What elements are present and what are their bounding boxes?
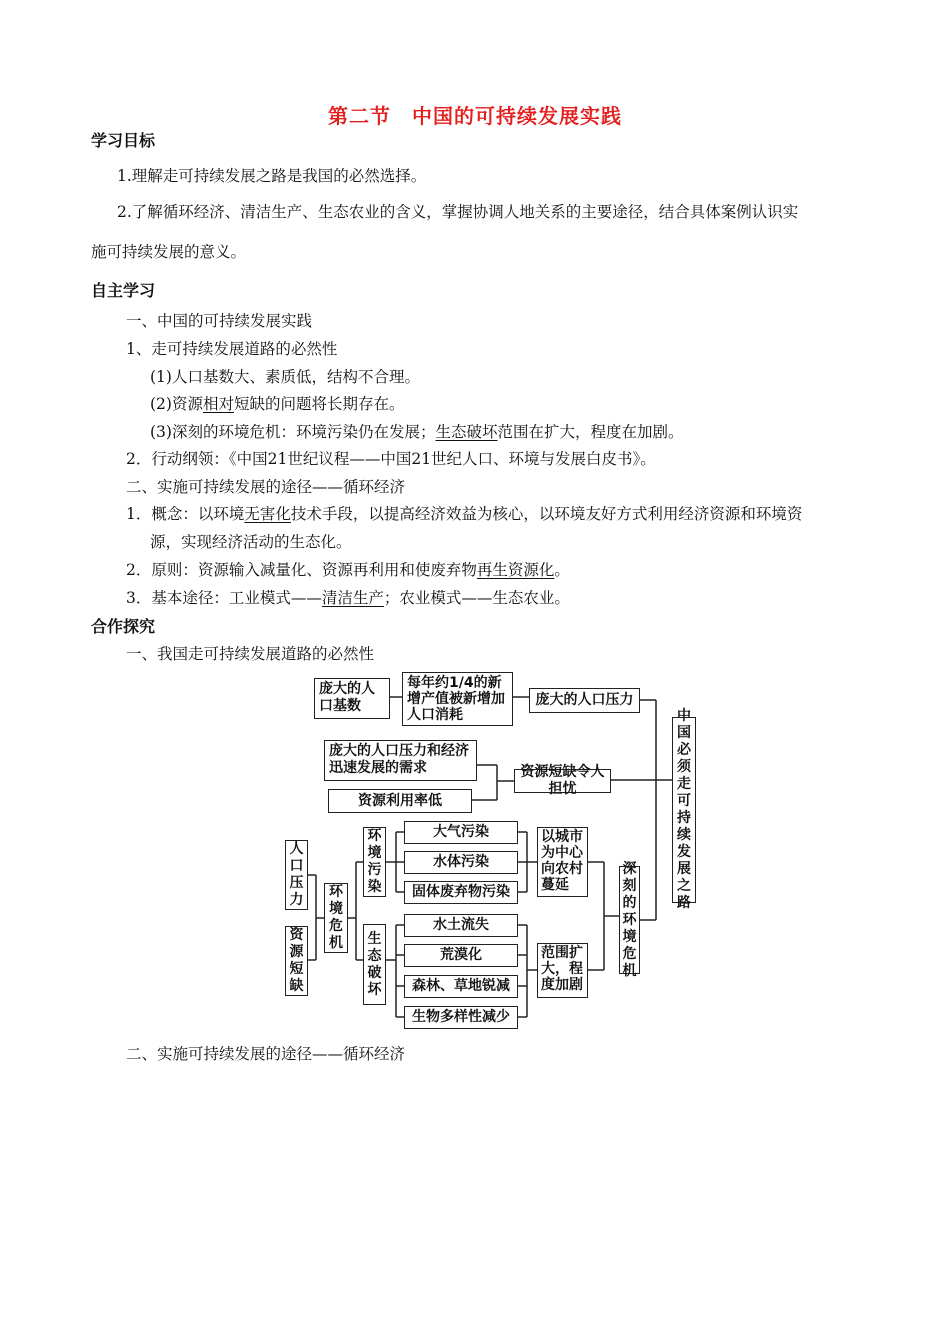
- coop-section-1: 一、我国走可持续发展道路的必然性: [126, 645, 375, 663]
- section-1-2: 2．行动纲领：《中国21世纪议程——中国21世纪人口、环境与发展白皮书》。: [126, 450, 656, 468]
- box-eco-damage: 生态破坏: [363, 924, 386, 1005]
- goal-item-1: 1.理解走可持续发展之路是我国的必然选择。: [117, 167, 427, 185]
- box-soil-erosion: 水土流失: [404, 914, 518, 937]
- box-desertification: 荒漠化: [404, 944, 518, 967]
- coop-heading: 合作探究: [91, 617, 156, 636]
- box-water-pollution: 水体污染: [404, 851, 518, 874]
- box-air-pollution: 大气污染: [404, 821, 518, 844]
- point-2: (2)资源相对短缺的问题将长期存在。: [150, 395, 405, 413]
- box-forest-loss: 森林、草地锐减: [404, 975, 518, 998]
- box-expanding-scope: 范围扩大，程度加剧: [537, 943, 588, 998]
- box-conclusion: 中国必须走可持续发展之路: [672, 717, 696, 903]
- goal-item-2: 2.了解循环经济、清洁生产、生态农业的含义，掌握协调人地关系的主要途径，结合具体案例认识实: [117, 203, 799, 221]
- box-left-pop-pressure: 人口压力: [285, 840, 308, 910]
- box-env-crisis: 环境危机: [324, 883, 348, 953]
- box-pressure-demand: 庞大的人口压力和经济迅速发展的需求: [324, 740, 477, 781]
- route-line: 3．基本途径：工业模式——清洁生产；农业模式——生态农业。: [126, 589, 570, 607]
- box-resource-shortage: 资源短缺令人担忧: [514, 769, 611, 793]
- concept-line-1: 1．概念：以环境无害化技术手段，以提高经济效益为核心，以环境友好方式利用经济资源和环境资: [126, 505, 803, 523]
- page-title: 第二节 中国的可持续发展实践: [328, 104, 622, 128]
- box-pop-base: 庞大的人口基数: [314, 678, 390, 719]
- box-pop-pressure: 庞大的人口压力: [529, 688, 640, 713]
- coop-section-2: 二、实施可持续发展的途径——循环经济: [126, 1045, 406, 1063]
- point-3: (3)深刻的环境危机：环境污染仍在发展；生态破坏范围在扩大，程度在加剧。: [150, 423, 684, 441]
- box-biodiversity-loss: 生物多样性减少: [404, 1006, 518, 1029]
- section-1-title: 一、中国的可持续发展实践: [126, 312, 313, 330]
- self-study-heading: 自主学习: [91, 281, 156, 300]
- box-quarter-consumed: 每年约1/4的新增产值被新增加人口消耗: [402, 672, 513, 726]
- goal-item-2-cont: 施可持续发展的意义。: [91, 243, 247, 261]
- box-low-utilization: 资源利用率低: [328, 789, 472, 813]
- principle-line: 2．原则：资源输入减量化、资源再利用和使废弃物再生资源化。: [126, 561, 570, 579]
- goals-heading: 学习目标: [91, 131, 156, 150]
- box-deep-env-crisis: 深刻的环境危机: [619, 866, 640, 974]
- section-1-1: 1、走可持续发展道路的必然性: [126, 340, 338, 358]
- box-spread-rural: 以城市为中心向农村蔓延: [537, 827, 588, 897]
- box-left-resource-shortage: 资源短缺: [285, 926, 308, 996]
- box-solid-waste: 固体废弃物污染: [404, 881, 518, 904]
- box-env-pollution: 环境污染: [363, 827, 386, 897]
- concept-line-2: 源，实现经济活动的生态化。: [150, 533, 352, 551]
- point-1: (1)人口基数大、素质低，结构不合理。: [150, 368, 420, 386]
- section-2-title: 二、实施可持续发展的途径——循环经济: [126, 478, 406, 496]
